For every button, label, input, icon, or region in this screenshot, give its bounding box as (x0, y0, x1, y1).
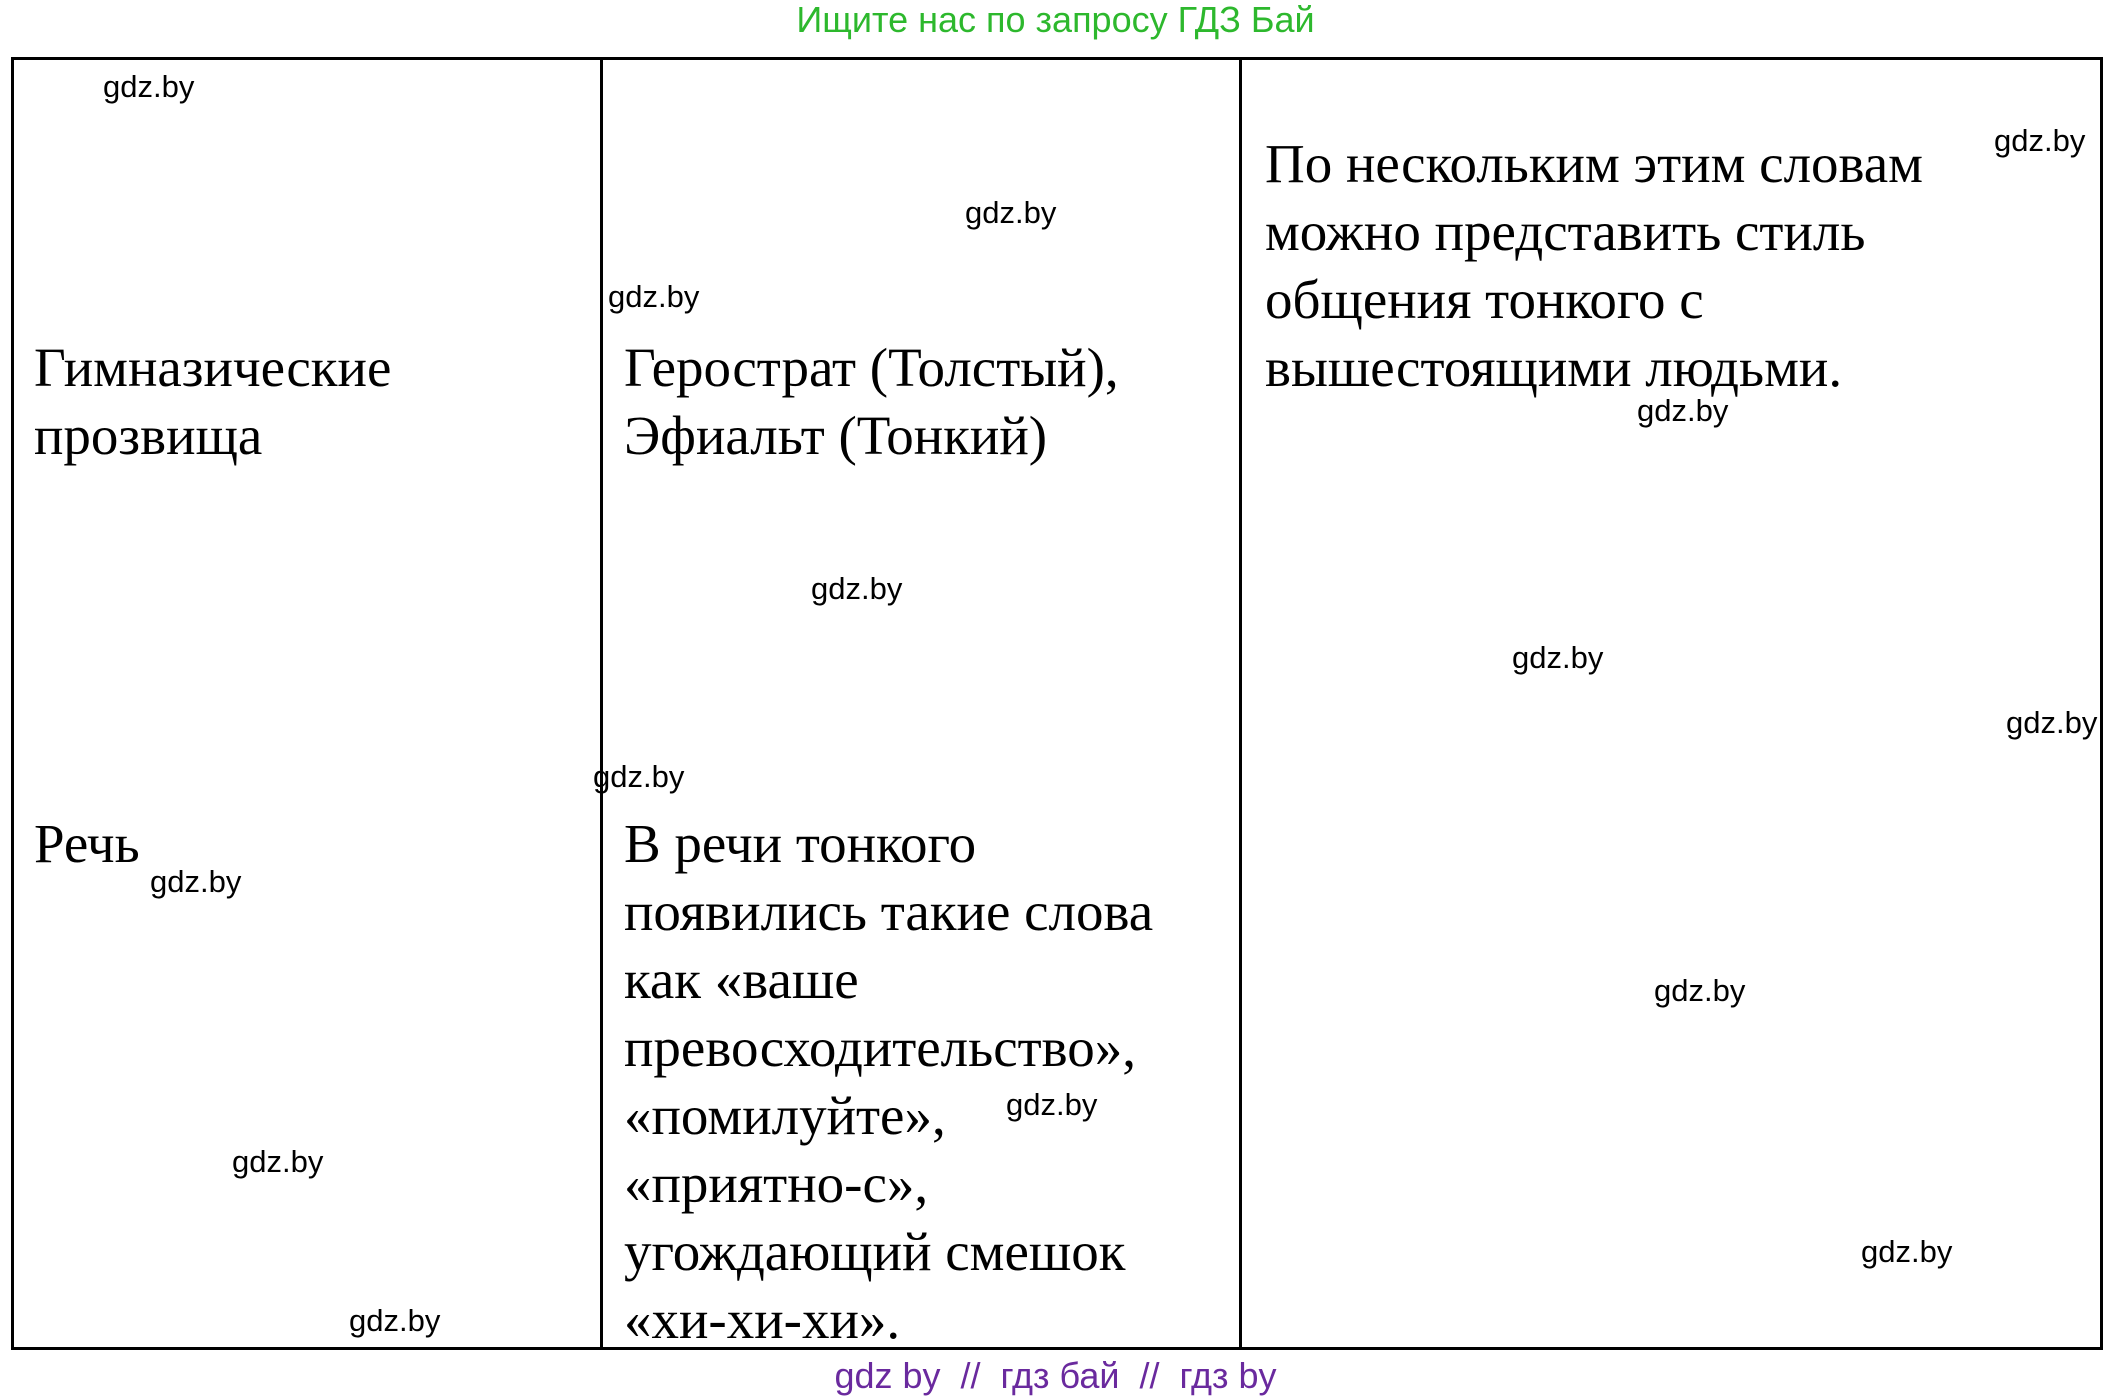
watermark: gdz.by (608, 279, 700, 314)
column-divider-1 (600, 57, 603, 1350)
watermark: gdz.by (1006, 1087, 1098, 1122)
row1-label-line2: прозвища (34, 405, 263, 466)
row2-label-line1: Речь (34, 813, 140, 874)
watermark: gdz.by (593, 759, 685, 794)
row1-label-line1: Гимназические (34, 337, 392, 398)
watermark: gdz.by (811, 571, 903, 606)
column-divider-2 (1239, 57, 1242, 1350)
watermark: gdz.by (1861, 1234, 1953, 1269)
watermark: gdz.by (1654, 973, 1746, 1008)
header-banner: Ищите нас по запросу ГДЗ Бай (796, 0, 1315, 40)
watermark: gdz.by (349, 1303, 441, 1338)
row2-value-line3: как «ваше (624, 949, 859, 1010)
row1-value-line1: Герострат (Толстый), (624, 337, 1119, 398)
footer-banner: gdz by // гдз бай // гдз by (834, 1355, 1277, 1396)
watermark: gdz.by (232, 1144, 324, 1179)
row2-value-line8: «хи-хи-хи». (624, 1289, 901, 1350)
watermark: gdz.by (103, 69, 195, 104)
watermark: gdz.by (1512, 640, 1604, 675)
row1-value-line2: Эфиальт (Тонкий) (624, 405, 1048, 466)
conclusion-line4: вышестоящими людьми. (1265, 337, 1843, 398)
conclusion-line3: общения тонкого с (1265, 269, 1704, 330)
conclusion-line1: По нескольким этим словам (1265, 133, 1923, 194)
watermark: gdz.by (1994, 123, 2086, 158)
row2-value-line5: «помилуйте», (624, 1085, 946, 1146)
row2-value-line1: В речи тонкого (624, 813, 977, 874)
row2-value-line6: «приятно-с», (624, 1153, 929, 1214)
watermark: gdz.by (150, 864, 242, 899)
watermark: gdz.by (2006, 705, 2098, 740)
watermark: gdz.by (965, 195, 1057, 230)
watermark: gdz.by (1637, 393, 1729, 428)
row2-value-line7: угождающий смешок (624, 1221, 1126, 1282)
row2-value-line2: появились такие слова (624, 881, 1154, 942)
conclusion-line2: можно представить стиль (1265, 201, 1866, 262)
row2-value-line4: превосходительство», (624, 1017, 1136, 1078)
